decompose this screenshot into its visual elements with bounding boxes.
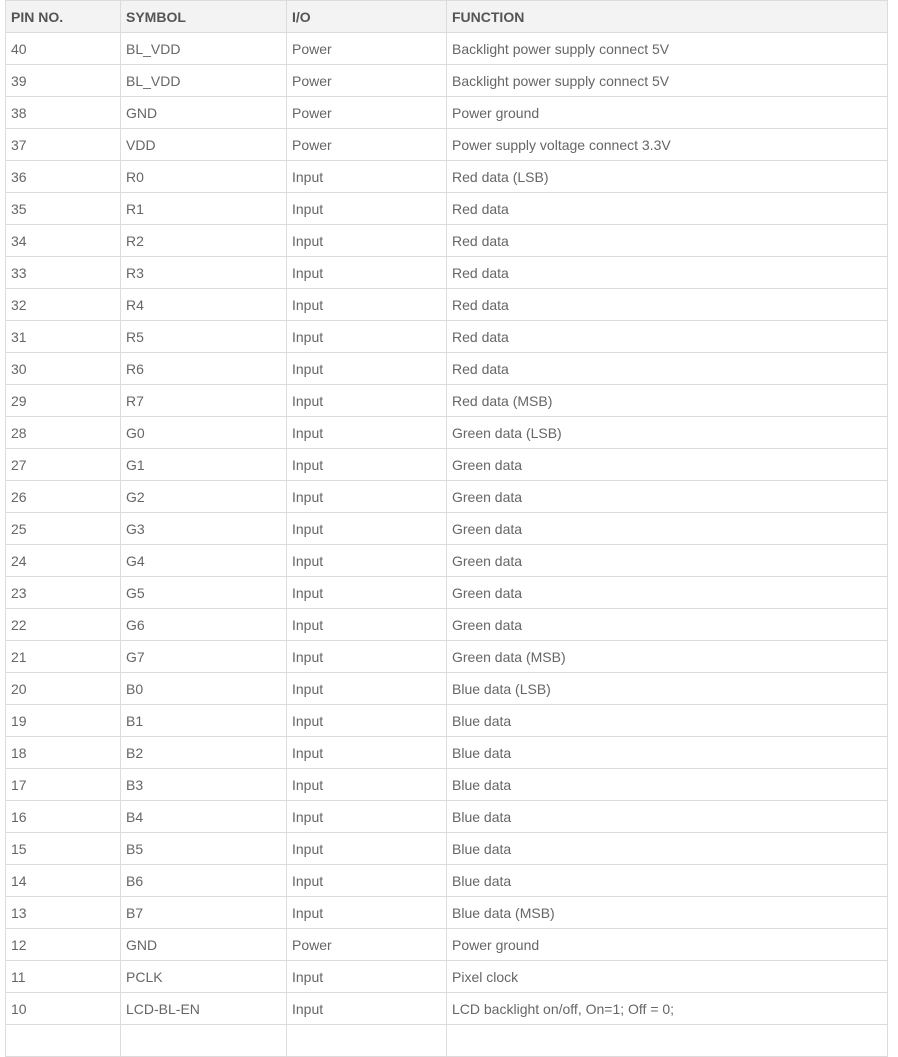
function-cell: Green data xyxy=(447,545,888,577)
symbol-cell: GND xyxy=(121,97,287,129)
function-cell: Power ground xyxy=(447,929,888,961)
symbol-cell: BL_VDD xyxy=(121,65,287,97)
function-cell: Red data (MSB) xyxy=(447,385,888,417)
io-cell: Input xyxy=(287,673,447,705)
pin-no-cell: 14 xyxy=(6,865,121,897)
io-cell: Power xyxy=(287,129,447,161)
pin-no-cell: 15 xyxy=(6,833,121,865)
function-cell: Green data (LSB) xyxy=(447,417,888,449)
symbol-cell: R2 xyxy=(121,225,287,257)
symbol-cell: R7 xyxy=(121,385,287,417)
pin-no-cell: 21 xyxy=(6,641,121,673)
table-row xyxy=(6,353,888,385)
pin-no-cell: 24 xyxy=(6,545,121,577)
symbol-cell: LCD-BL-EN xyxy=(121,993,287,1025)
table-row xyxy=(6,865,888,897)
io-cell: Input xyxy=(287,161,447,193)
pin-no-cell: 38 xyxy=(6,97,121,129)
io-cell xyxy=(287,1025,447,1057)
pin-no-cell: 30 xyxy=(6,353,121,385)
table-row xyxy=(6,705,888,737)
symbol-cell: G3 xyxy=(121,513,287,545)
function-cell: Power ground xyxy=(447,97,888,129)
table-row xyxy=(6,801,888,833)
io-cell: Input xyxy=(287,417,447,449)
pin-no-cell: 10 xyxy=(6,993,121,1025)
io-cell: Input xyxy=(287,257,447,289)
table-row xyxy=(6,609,888,641)
symbol-cell: B6 xyxy=(121,865,287,897)
symbol-cell: G7 xyxy=(121,641,287,673)
table-row xyxy=(6,385,888,417)
pin-no-cell: 11 xyxy=(6,961,121,993)
io-cell: Input xyxy=(287,321,447,353)
table-row xyxy=(6,129,888,161)
table-row xyxy=(6,289,888,321)
function-cell: Red data xyxy=(447,193,888,225)
pin-no-cell: 25 xyxy=(6,513,121,545)
symbol-cell: PCLK xyxy=(121,961,287,993)
table-row xyxy=(6,321,888,353)
pin-no-cell: 40 xyxy=(6,33,121,65)
pin-no-cell: 39 xyxy=(6,65,121,97)
io-cell: Input xyxy=(287,481,447,513)
pin-no-cell: 29 xyxy=(6,385,121,417)
table-row xyxy=(6,257,888,289)
symbol-cell: VDD xyxy=(121,129,287,161)
pin-no-cell: 12 xyxy=(6,929,121,961)
table-row xyxy=(6,929,888,961)
table-row xyxy=(6,225,888,257)
pin-no-cell: 34 xyxy=(6,225,121,257)
symbol-cell: R6 xyxy=(121,353,287,385)
function-cell: Blue data (LSB) xyxy=(447,673,888,705)
pin-no-cell: 32 xyxy=(6,289,121,321)
table-row xyxy=(6,641,888,673)
table-row xyxy=(6,449,888,481)
function-cell: Red data xyxy=(447,225,888,257)
io-cell: Input xyxy=(287,353,447,385)
io-cell: Input xyxy=(287,705,447,737)
function-cell: Red data xyxy=(447,289,888,321)
io-cell: Input xyxy=(287,385,447,417)
symbol-cell: G0 xyxy=(121,417,287,449)
pin-no-cell: 37 xyxy=(6,129,121,161)
function-cell: Backlight power supply connect 5V xyxy=(447,65,888,97)
io-cell: Input xyxy=(287,897,447,929)
pin-no-cell: 22 xyxy=(6,609,121,641)
table-row xyxy=(6,577,888,609)
function-cell: Green data xyxy=(447,513,888,545)
function-cell: Green data xyxy=(447,609,888,641)
table-body xyxy=(6,33,888,1057)
function-cell: Red data (LSB) xyxy=(447,161,888,193)
function-cell: Blue data xyxy=(447,705,888,737)
table-row xyxy=(6,961,888,993)
function-cell: Blue data xyxy=(447,865,888,897)
io-cell: Input xyxy=(287,833,447,865)
symbol-cell: R3 xyxy=(121,257,287,289)
symbol-cell: B3 xyxy=(121,769,287,801)
io-cell: Input xyxy=(287,513,447,545)
pin-no-cell: 33 xyxy=(6,257,121,289)
table-row xyxy=(6,417,888,449)
io-cell: Input xyxy=(287,449,447,481)
table-row xyxy=(6,161,888,193)
symbol-cell: B4 xyxy=(121,801,287,833)
io-cell: Input xyxy=(287,577,447,609)
io-cell: Input xyxy=(287,993,447,1025)
table-row xyxy=(6,193,888,225)
symbol-cell: B1 xyxy=(121,705,287,737)
function-cell: LCD backlight on/off, On=1; Off = 0; xyxy=(447,993,888,1025)
function-cell: Blue data xyxy=(447,833,888,865)
table-row xyxy=(6,513,888,545)
function-cell: Pixel clock xyxy=(447,961,888,993)
table-row xyxy=(6,1025,888,1057)
header-symbol: SYMBOL xyxy=(121,1,287,33)
table-row xyxy=(6,33,888,65)
io-cell: Input xyxy=(287,289,447,321)
io-cell: Input xyxy=(287,801,447,833)
function-cell xyxy=(447,1025,888,1057)
symbol-cell: GND xyxy=(121,929,287,961)
function-cell: Blue data xyxy=(447,769,888,801)
io-cell: Input xyxy=(287,737,447,769)
io-cell: Power xyxy=(287,97,447,129)
function-cell: Blue data (MSB) xyxy=(447,897,888,929)
symbol-cell: R0 xyxy=(121,161,287,193)
table-row xyxy=(6,897,888,929)
pin-no-cell xyxy=(6,1025,121,1057)
function-cell: Red data xyxy=(447,353,888,385)
function-cell: Backlight power supply connect 5V xyxy=(447,33,888,65)
function-cell: Red data xyxy=(447,321,888,353)
io-cell: Input xyxy=(287,961,447,993)
pin-no-cell: 18 xyxy=(6,737,121,769)
io-cell: Power xyxy=(287,65,447,97)
table-row xyxy=(6,769,888,801)
table-row xyxy=(6,481,888,513)
symbol-cell: G4 xyxy=(121,545,287,577)
table-row xyxy=(6,993,888,1025)
pin-no-cell: 23 xyxy=(6,577,121,609)
io-cell: Input xyxy=(287,545,447,577)
pin-no-cell: 13 xyxy=(6,897,121,929)
symbol-cell: R4 xyxy=(121,289,287,321)
function-cell: Blue data xyxy=(447,801,888,833)
header-function: FUNCTION xyxy=(447,1,888,33)
function-cell: Green data xyxy=(447,449,888,481)
header-io: I/O xyxy=(287,1,447,33)
function-cell: Green data xyxy=(447,577,888,609)
table-row xyxy=(6,545,888,577)
symbol-cell: B5 xyxy=(121,833,287,865)
io-cell: Input xyxy=(287,193,447,225)
symbol-cell: R5 xyxy=(121,321,287,353)
symbol-cell xyxy=(121,1025,287,1057)
function-cell: Blue data xyxy=(447,737,888,769)
io-cell: Power xyxy=(287,929,447,961)
symbol-cell: BL_VDD xyxy=(121,33,287,65)
function-cell: Red data xyxy=(447,257,888,289)
pin-no-cell: 20 xyxy=(6,673,121,705)
io-cell: Input xyxy=(287,641,447,673)
pin-no-cell: 36 xyxy=(6,161,121,193)
table-row xyxy=(6,737,888,769)
pin-no-cell: 16 xyxy=(6,801,121,833)
symbol-cell: R1 xyxy=(121,193,287,225)
function-cell: Power supply voltage connect 3.3V xyxy=(447,129,888,161)
pin-no-cell: 28 xyxy=(6,417,121,449)
pin-table xyxy=(5,0,888,1057)
symbol-cell: B7 xyxy=(121,897,287,929)
table-row xyxy=(6,673,888,705)
table-row xyxy=(6,97,888,129)
symbol-cell: B0 xyxy=(121,673,287,705)
pin-no-cell: 19 xyxy=(6,705,121,737)
symbol-cell: G5 xyxy=(121,577,287,609)
pin-no-cell: 26 xyxy=(6,481,121,513)
io-cell: Input xyxy=(287,865,447,897)
table-header-row xyxy=(6,1,888,33)
io-cell: Input xyxy=(287,769,447,801)
function-cell: Green data (MSB) xyxy=(447,641,888,673)
table-row xyxy=(6,65,888,97)
table-row xyxy=(6,833,888,865)
pin-no-cell: 17 xyxy=(6,769,121,801)
pin-table-container xyxy=(5,0,887,1057)
pin-no-cell: 31 xyxy=(6,321,121,353)
function-cell: Green data xyxy=(447,481,888,513)
symbol-cell: G2 xyxy=(121,481,287,513)
io-cell: Input xyxy=(287,609,447,641)
pin-no-cell: 27 xyxy=(6,449,121,481)
header-pin-no: PIN NO. xyxy=(6,1,121,33)
symbol-cell: G1 xyxy=(121,449,287,481)
io-cell: Input xyxy=(287,225,447,257)
io-cell: Power xyxy=(287,33,447,65)
symbol-cell: B2 xyxy=(121,737,287,769)
symbol-cell: G6 xyxy=(121,609,287,641)
pin-no-cell: 35 xyxy=(6,193,121,225)
